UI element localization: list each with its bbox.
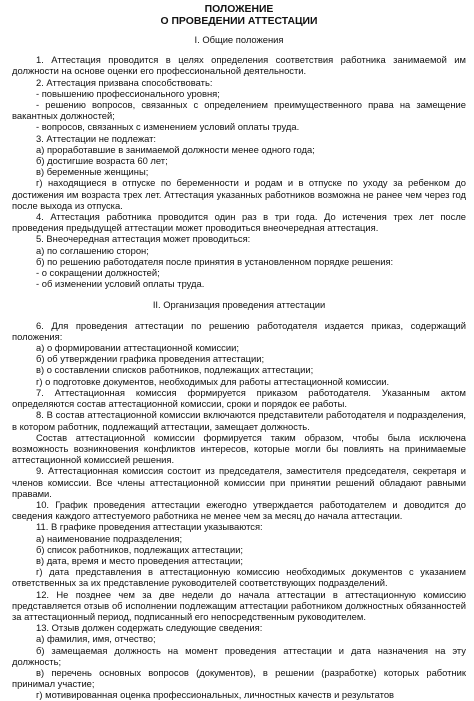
- paragraph: б) замещаемая должность на момент проведения аттестации и дата назначения на эту должность;: [12, 644, 466, 667]
- paragraph: 6. Для проведения аттестации по решению работодателя издается приказ, содержащий положения:: [12, 319, 466, 342]
- section-heading: II. Организация проведения аттестации: [152, 299, 326, 311]
- paragraph: - вопросов, связанных с изменением условий оплаты труда.: [36, 121, 300, 133]
- paragraph: г) о подготовке документов, необходимых для работы аттестационной комиссии.: [36, 375, 390, 387]
- paragraph: 13. Отзыв должен содержать следующие сведения:: [36, 622, 263, 634]
- paragraph: б) список работников, подлежащих аттестации;: [36, 543, 244, 555]
- paragraph: 4. Аттестация работника проводится один раз в три года. До истечения трех лет после проведения предыдущей аттестации может проводиться внеочередная аттестация.: [12, 211, 466, 234]
- paragraph: в) дата, время и место проведения аттестации;: [36, 554, 243, 566]
- paragraph: г) мотивированная оценка профессиональных, личностных качеств и результатов: [36, 689, 395, 701]
- section-heading: I. Общие положения: [194, 34, 284, 45]
- paragraph: в) о составлении списков работников, подлежащих аттестации;: [36, 364, 314, 376]
- paragraph: - решению вопросов, связанных с определением преимущественного права на замещение вакантных должностей;: [12, 99, 466, 122]
- paragraph: 11. В графике проведения аттестации указываются:: [36, 521, 263, 533]
- paragraph: г) дата представления в аттестационную комиссию необходимых документов с указанием ответственных за их представление руководителей соответствующих подразделений.: [12, 566, 466, 589]
- paragraph: 5. Внеочередная аттестация может проводиться:: [36, 233, 251, 245]
- paragraph: Состав аттестационной комиссии формируется таким образом, чтобы была исключена возможность возникновения конфликтов интересов, которые могли бы повлиять на принимаемые аттестационной комиссией решения.: [12, 431, 466, 466]
- paragraph: г) находящиеся в отпуске по беременности и родам и в отпуске по уходу за ребенком до достижения им возраста трех лет. Аттестация указанных работников возможна не ранее чем через год после выхода из отпуска.: [12, 177, 466, 211]
- document-title-line-1: ПОЛОЖЕНИЕ: [204, 4, 274, 15]
- paragraph: а) проработавшие в занимаемой должности менее одного года;: [36, 143, 315, 155]
- paragraph: 8. В состав аттестационной комиссии включаются представители работодателя и подразделения, в котором работник, подлежащий аттестации, замещает должность.: [12, 409, 466, 432]
- document-title-line-2: О ПРОВЕДЕНИИ АТТЕСТАЦИИ: [160, 16, 318, 27]
- paragraph: 9. Аттестационная комиссия состоит из председателя, заместителя председателя, секретаря и членов комиссии. Все члены аттестационной комиссии при принятии решений обладают равными правами.: [12, 465, 466, 499]
- paragraph: в) перечень основных вопросов (документов), в решении (разработке) которых работник принимал участие;: [12, 666, 466, 690]
- paragraph: - повышению профессионального уровня;: [36, 87, 220, 99]
- paragraph: а) о формировании аттестационной комиссии;: [36, 342, 239, 354]
- paragraph: - о сокращении должностей;: [36, 267, 160, 279]
- paragraph: а) по соглашению сторон;: [36, 244, 149, 256]
- paragraph: в) беременные женщины;: [36, 166, 149, 178]
- document-body: [12, 34, 466, 701]
- paragraph: 1. Аттестация проводится в целях определения соответствия работника занимаемой им должности на основе оценки его профессиональной деятельности.: [12, 54, 466, 77]
- paragraph: - об изменении условий оплаты труда.: [36, 278, 205, 290]
- paragraph: 10. График проведения аттестации ежегодно утверждается работодателем и доводится до сведения каждого аттестуемого работника не менее чем за месяц до начала аттестации.: [12, 498, 466, 522]
- paragraph: 12. Не позднее чем за две недели до начала аттестации в аттестационную комиссию представляется отзыв об исполнении подлежащим аттестации работником должностных обязанностей за аттестационный период, подписанный его непосредственным руководителем.: [12, 588, 466, 622]
- paragraph: б) об утверждении графика проведения аттестации;: [36, 353, 265, 365]
- paragraph: 2. Аттестация призвана способствовать:: [36, 76, 213, 88]
- paragraph: а) наименование подразделения;: [36, 532, 183, 544]
- paragraph: 7. Аттестационная комиссия формируется приказом работодателя. Указанным актом определяются состав аттестационной комиссии, сроки и порядок ее работы.: [12, 386, 466, 410]
- paragraph: 3. Аттестации не подлежат:: [36, 132, 157, 144]
- paragraph: б) по решению работодателя после принятия в установленном порядке решения:: [36, 255, 394, 267]
- paragraph: б) достигшие возраста 60 лет;: [36, 155, 168, 167]
- paragraph: а) фамилия, имя, отчество;: [36, 633, 156, 645]
